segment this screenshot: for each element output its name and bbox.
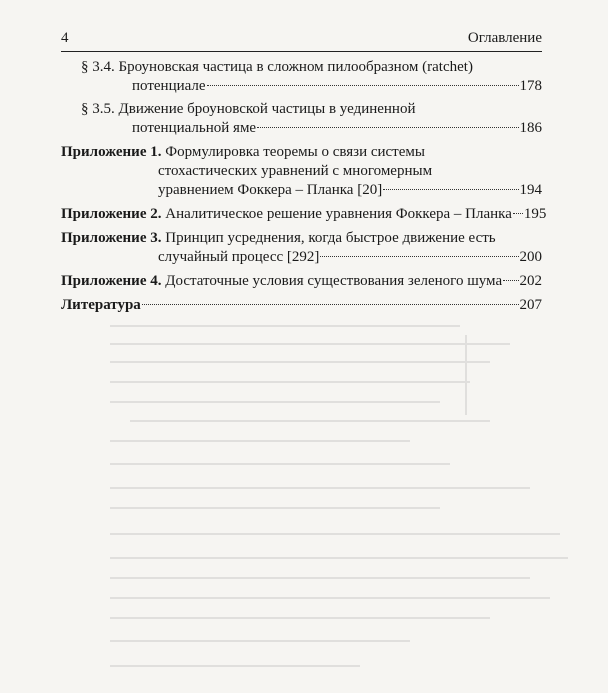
appendix-label: Приложение 4. [61,273,162,289]
toc-entry-title: потенциальной яме [132,120,257,136]
toc-entry-3-5[interactable] [61,100,542,138]
dot-leader [320,256,518,257]
appendix-label: Приложение 2. [61,206,162,222]
toc-entry-appendix-1[interactable] [61,143,542,200]
toc-entry-title: Аналитическое решение уравнения Фоккера – Планка [165,206,512,222]
toc-entry-title: Достаточные условия существования зеленого шума [165,273,503,289]
page-number: 4 [61,30,69,46]
bleed-through-texture [40,305,568,693]
toc-entry-title: § 3.5. Движение броуновской частицы в уединенной [81,101,416,117]
dot-leader [383,189,518,190]
page-header [61,30,542,47]
toc-page-number: 178 [519,78,542,94]
appendix-label: Приложение 3. [61,230,162,246]
toc-entry-appendix-4[interactable] [61,272,542,291]
appendix-label: Приложение 1. [61,144,162,160]
toc-entry-title: Формулировка теоремы о связи системы [165,144,425,160]
literature-label: Литература [61,297,141,313]
running-title: Оглавление [467,30,542,46]
toc-page-number: 195 [523,206,547,222]
toc-entry-title: потенциале [132,78,206,94]
toc-entry-title: уравнением Фоккера – Планка [20] [158,182,383,198]
toc-entry-title: случайный процесс [292] [158,249,320,265]
toc-entry-3-4[interactable] [61,58,542,96]
header-rule [61,51,542,52]
toc-page-number: 207 [519,297,542,313]
toc-entry-appendix-2[interactable] [61,205,547,224]
dot-leader [503,280,518,281]
toc-entry-appendix-3[interactable] [61,229,542,267]
toc-entry-title: Принцип усреднения, когда быстрое движение есть [165,230,496,246]
toc-page-number: 194 [519,182,542,198]
toc-page-number: 200 [519,249,542,265]
toc-page-number: 186 [519,120,542,136]
dot-leader [513,213,523,214]
dot-leader [257,127,518,128]
toc-entry-title: стохастических уравнений с многомерным [158,163,433,179]
dot-leader [207,85,519,86]
toc-entry-title: § 3.4. Броуновская частица в сложном пилообразном (ratchet) [81,59,473,75]
toc-page-number: 202 [519,273,542,289]
table-of-contents [61,58,547,315]
